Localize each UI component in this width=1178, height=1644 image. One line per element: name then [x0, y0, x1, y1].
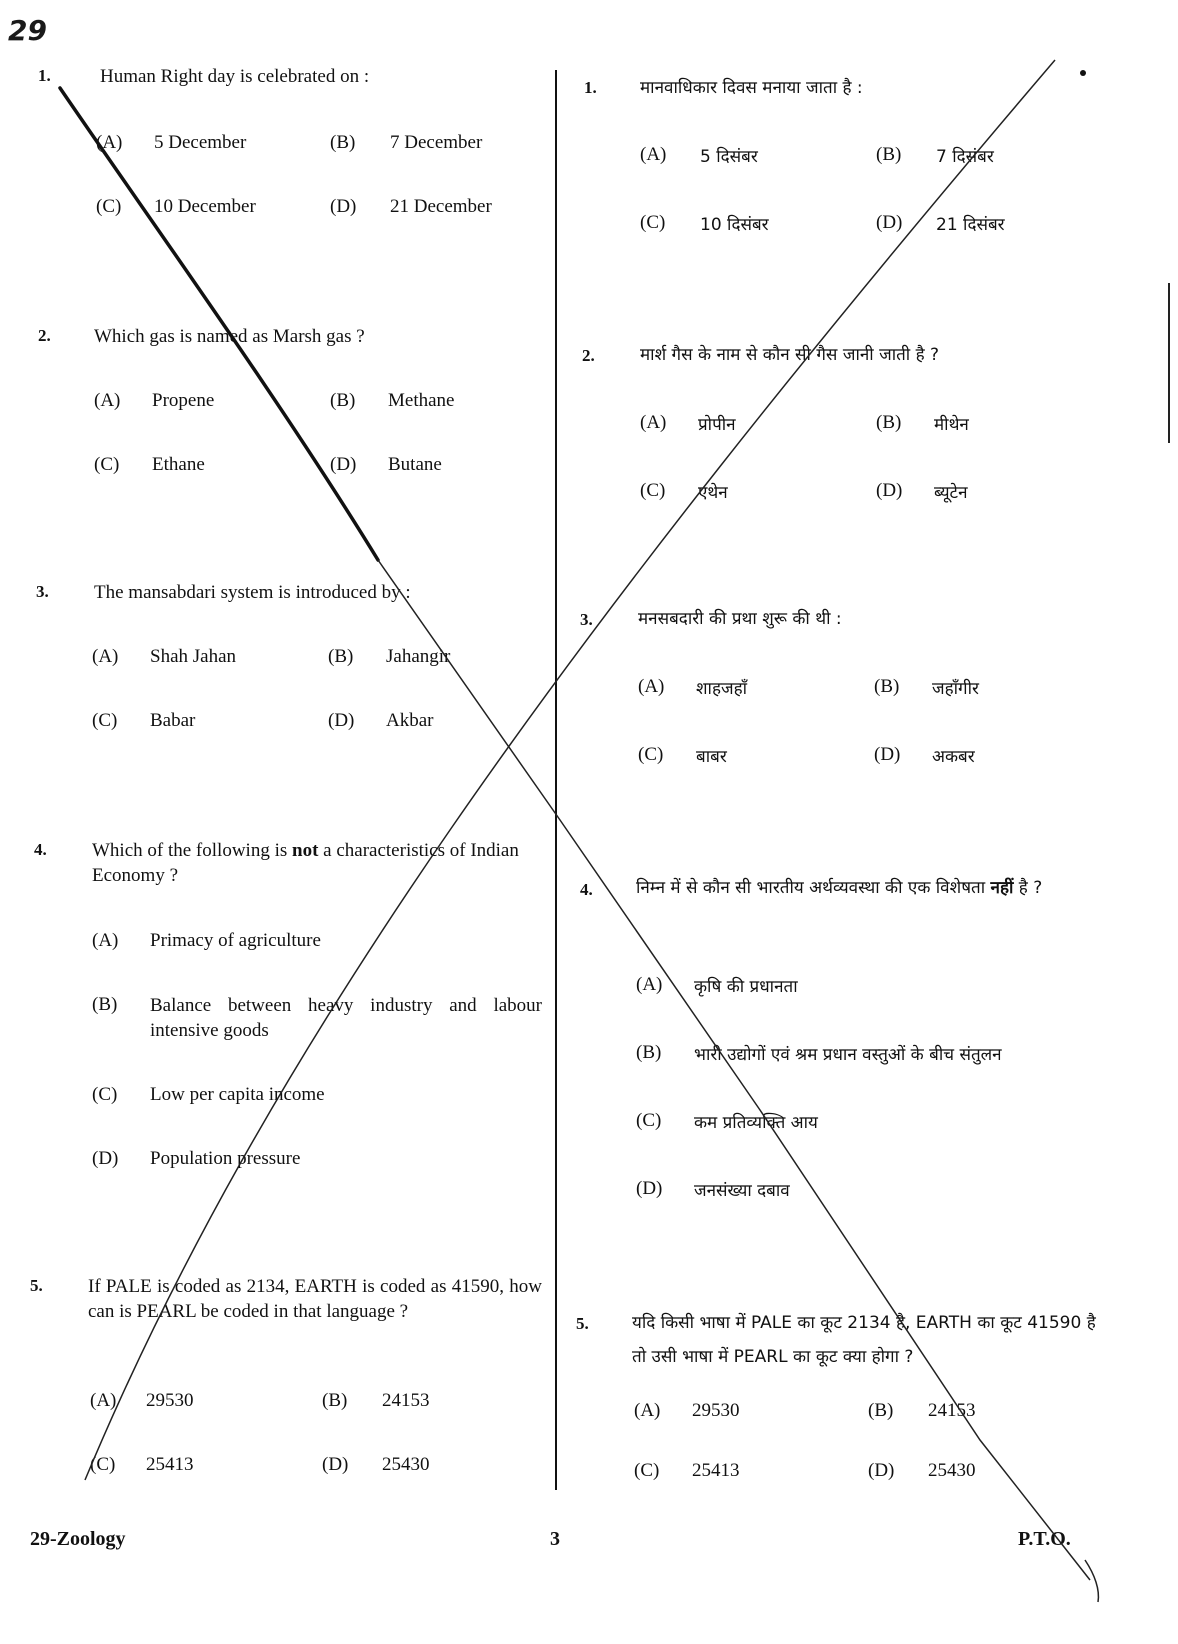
question-text: The mansabdari system is introduced by : — [94, 582, 411, 603]
option-label: (B) — [330, 390, 356, 411]
question-number: 5. — [576, 1314, 589, 1333]
footer-pto: P.T.O. — [1018, 1528, 1071, 1550]
option-text: 7 दिसंबर — [936, 147, 994, 167]
option-text: 7 December — [390, 132, 483, 153]
option-text: 25430 — [928, 1460, 976, 1481]
question-text: यदि किसी भाषा में PALE का कूट 2134 है, EARTH का कूट 41590 है तो उसी भाषा में PEARL का कूट क्या होगा ? — [632, 1313, 1096, 1367]
option-text: 5 December — [154, 132, 247, 153]
option-label: (A) — [92, 930, 119, 951]
footer-subject: 29-Zoology — [30, 1528, 126, 1550]
option-label: (B) — [876, 144, 902, 165]
option-text: कृषि की प्रधानता — [694, 977, 798, 997]
option-label: (A) — [96, 132, 123, 153]
option-label: (B) — [874, 676, 900, 697]
question-number: 2. — [582, 346, 595, 365]
option-text: Ethane — [152, 454, 205, 475]
option-label: (B) — [876, 412, 902, 433]
option-text: जहाँगीर — [932, 679, 979, 699]
option-text: 10 दिसंबर — [700, 215, 769, 235]
option-text: कम प्रतिव्यक्ति आय — [694, 1113, 818, 1133]
option-text: प्रोपीन — [698, 415, 736, 435]
option-label: (A) — [640, 412, 667, 433]
option-label: (C) — [96, 196, 122, 217]
option-text: 29530 — [146, 1390, 194, 1411]
option-label: (B) — [868, 1400, 894, 1421]
option-label: (C) — [640, 480, 666, 501]
option-label: (B) — [92, 994, 118, 1015]
option-label: (B) — [636, 1042, 662, 1063]
option-label: (B) — [328, 646, 354, 667]
question-number: 5. — [30, 1276, 43, 1295]
option-text: 5 दिसंबर — [700, 147, 758, 167]
option-label: (C) — [640, 212, 666, 233]
question-text: If PALE is coded as 2134, EARTH is coded as 41590, how can is PEARL be coded in that language ? — [88, 1276, 542, 1322]
option-label: (C) — [92, 1084, 118, 1105]
option-label: (D) — [328, 710, 355, 731]
option-text: शाहजहाँ — [696, 679, 748, 699]
question-number: 1. — [584, 78, 597, 97]
option-text: एथेन — [698, 483, 728, 503]
arrow-hook — [1085, 1560, 1098, 1602]
option-text: Low per capita income — [150, 1084, 325, 1105]
option-label: (A) — [636, 974, 663, 995]
option-label: (B) — [330, 132, 356, 153]
option-label: (A) — [640, 144, 667, 165]
strike-stroke-upper-left — [60, 88, 378, 560]
option-text: 21 December — [390, 196, 492, 217]
option-label: (B) — [322, 1390, 348, 1411]
option-label: (D) — [330, 454, 357, 475]
question-text: मनसबदारी की प्रथा शुरू की थी : — [638, 609, 842, 629]
strike-stroke-diagonal-down — [378, 560, 1090, 1580]
option-label: (C) — [638, 744, 664, 765]
question-number: 2. — [38, 326, 51, 345]
option-label: (C) — [92, 710, 118, 731]
question-number: 1. — [38, 66, 51, 85]
option-label: (D) — [876, 480, 903, 501]
strike-stroke-diagonal-up — [85, 60, 1055, 1480]
option-text: Jahangir — [386, 646, 451, 667]
option-label: (A) — [90, 1390, 117, 1411]
option-text: Shah Jahan — [150, 646, 237, 667]
option-text: 24153 — [382, 1390, 430, 1411]
question-text: Human Right day is celebrated on : — [100, 66, 370, 87]
option-label: (D) — [874, 744, 901, 765]
footer-page-number: 3 — [550, 1528, 560, 1550]
option-label: (D) — [330, 196, 357, 217]
option-text: बाबर — [696, 747, 727, 767]
option-text: 25413 — [146, 1454, 194, 1475]
question-number: 3. — [580, 610, 593, 629]
option-label: (A) — [94, 390, 121, 411]
option-text: Babar — [150, 710, 196, 731]
option-text: Butane — [388, 454, 442, 475]
question-number: 4. — [580, 880, 593, 899]
option-text: जनसंख्या दबाव — [694, 1181, 790, 1201]
option-text: 21 दिसंबर — [936, 215, 1005, 235]
option-label: (C) — [94, 454, 120, 475]
ink-dot — [1080, 70, 1086, 76]
question-number: 4. — [34, 840, 47, 859]
option-text: 10 December — [154, 196, 256, 217]
handwritten-page-mark: 29 — [8, 14, 47, 47]
option-text: ब्यूटेन — [934, 483, 968, 503]
option-label: (D) — [92, 1148, 119, 1169]
question-text: Which of the following is not a characteristics of Indian Economy ? — [92, 840, 519, 886]
question-text: Which gas is named as Marsh gas ? — [94, 326, 365, 347]
option-text: Methane — [388, 390, 455, 411]
option-text: 24153 — [928, 1400, 976, 1421]
option-text: मीथेन — [934, 415, 969, 435]
option-text: Akbar — [386, 710, 434, 731]
option-text: अकबर — [932, 747, 975, 767]
option-label: (D) — [322, 1454, 349, 1475]
option-label: (C) — [90, 1454, 116, 1475]
option-label: (A) — [638, 676, 665, 697]
option-label: (C) — [634, 1460, 660, 1481]
question-text: मानवाधिकार दिवस मनाया जाता है : — [640, 78, 863, 98]
option-label: (C) — [636, 1110, 662, 1131]
question-text: मार्श गैस के नाम से कौन सी गैस जानी जाती है ? — [640, 345, 940, 365]
option-text: Primacy of agriculture — [150, 930, 321, 951]
question-text: निम्न में से कौन सी भारतीय अर्थव्यवस्था की एक विशेषता नहीं है ? — [636, 878, 1043, 898]
option-label: (D) — [876, 212, 903, 233]
option-text: Propene — [152, 390, 215, 411]
option-text: 25430 — [382, 1454, 430, 1475]
option-text: Population pressure — [150, 1148, 301, 1169]
option-label: (A) — [634, 1400, 661, 1421]
option-label: (D) — [636, 1178, 663, 1199]
question-number: 3. — [36, 582, 49, 601]
option-text: भारी उद्योगों एवं श्रम प्रधान वस्तुओं के बीच संतुलन — [694, 1045, 1002, 1065]
option-text: 29530 — [692, 1400, 740, 1421]
option-label: (A) — [92, 646, 119, 667]
option-text: Balance between heavy industry and labour intensive goods — [150, 995, 542, 1041]
option-text: 25413 — [692, 1460, 740, 1481]
option-label: (D) — [868, 1460, 895, 1481]
